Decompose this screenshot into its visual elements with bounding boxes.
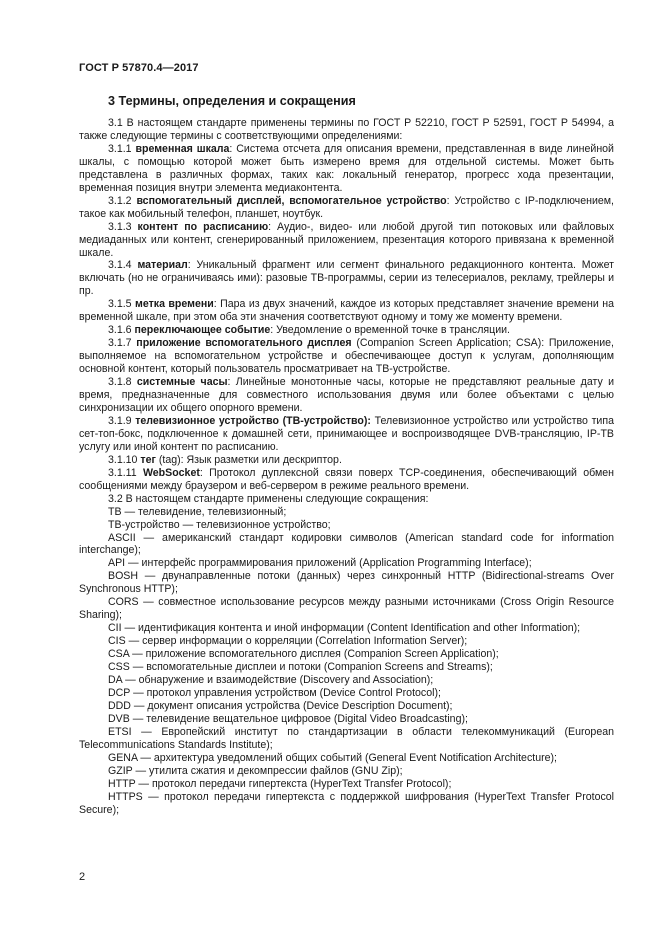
paragraph-text: 3.2 В настоящем стандарте применены следующие сокращения: — [108, 492, 429, 505]
paragraph — [79, 454, 614, 467]
paragraph — [79, 765, 614, 778]
paragraph-text: HTTPS — протокол передачи гипертекста с поддержкой шифрования (HyperText Transfer Protocol Secure); — [79, 790, 614, 816]
term: контент по расписанию — [137, 220, 269, 233]
clause-number: 3.1.7 — [108, 337, 137, 350]
paragraph-text: HTTP — протокол передачи гипертекста (HyperText Transfer Protocol); — [108, 777, 452, 790]
paragraph — [79, 700, 614, 713]
paragraph-text: : Пара из двух значений, каждое из которых представляет значение времени на временной шкале, при этом оба эти значения соответствуют одному и тому же моменту времени. — [79, 298, 614, 324]
paragraph — [79, 791, 614, 817]
paragraph — [79, 324, 614, 337]
paragraph — [79, 506, 614, 519]
paragraph-text: CSA — приложение вспомогательного дисплея (Companion Screen Application); — [108, 648, 499, 661]
clause-number: 3.1.1 — [108, 142, 136, 155]
clause-number: 3.1.4 — [108, 259, 138, 272]
paragraph — [79, 674, 614, 687]
term: временная шкала — [135, 142, 230, 155]
paragraph — [79, 415, 614, 454]
paragraph — [79, 259, 614, 298]
paragraph-text: : Аудио-, видео- или любой другой тип потоковых или файловых медиаданных или контент, сгенерированный приложением, презентация которого привязана к временной шкале. — [79, 220, 614, 259]
paragraph — [79, 195, 614, 221]
clause-number: 3.1.5 — [108, 298, 135, 311]
paragraph-text: DA — обнаружение и взаимодействие (Discovery and Association); — [108, 673, 434, 686]
paragraph-text: : Уведомление о временной точке в трансляции. — [270, 324, 510, 337]
paragraph-text: : Устройство с IP-подключением, такое как мобильный телефон, планшет, ноутбук. — [79, 194, 614, 220]
term: тег — [140, 453, 156, 466]
clause-number: 3.1.11 — [108, 466, 143, 479]
paragraph-text: : Линейные монотонные часы, которые не представляют реальные дату и время, предназначенные для совместного использования двумя или более объектами с целью синхронизации их общего опорного времени. — [79, 376, 614, 414]
paragraph-text: ТВ — телевидение, телевизионный; — [108, 505, 287, 518]
term: переключающее событие — [134, 324, 271, 337]
paragraph — [79, 376, 614, 415]
paragraph — [79, 648, 614, 661]
paragraph-text: GZIP — утилита сжатия и декомпрессии файлов (GNU Zip); — [108, 764, 403, 777]
clause-number: 3.1.9 — [108, 414, 136, 427]
document-body — [79, 117, 614, 816]
paragraph — [79, 778, 614, 791]
paragraph-text: ТВ-устройство — телевизионное устройство; — [108, 518, 331, 531]
term: телевизионное устройство (ТВ-устройство): — [135, 414, 371, 427]
term: приложение вспомогательного дисплея — [136, 337, 352, 350]
section-title: 3 Термины, определения и сокращения — [108, 94, 356, 108]
paragraph-text: GENA — архитектура уведомлений общих событий (General Event Notification Architecture); — [108, 751, 557, 764]
paragraph — [79, 661, 614, 674]
paragraph — [79, 117, 614, 143]
paragraph — [79, 635, 614, 648]
paragraph-text: : Уникальный фрагмент или сегмент финального редакционного контента. Может включать (но не ограничиваясь ими): разовые ТВ-программы, серии из телесериалов, рекламу, трейлеры и пр. — [79, 259, 614, 298]
page-number: 2 — [79, 871, 86, 883]
clause-number: 3.1.6 — [108, 324, 135, 337]
paragraph — [79, 519, 614, 532]
paragraph — [79, 493, 614, 506]
paragraph — [79, 532, 614, 558]
paragraph — [79, 557, 614, 570]
paragraph-text: CORS — совместное использование ресурсов между разными источниками (Cross Origin Resource Sharing); — [79, 596, 614, 622]
paragraph-text: ETSI — Европейский институт по стандартизации в области телекоммуникаций (European Telecommunications Standards Institute); — [79, 725, 614, 751]
paragraph — [79, 298, 614, 324]
document-header: ГОСТ Р 57870.4—2017 — [79, 62, 199, 74]
paragraph — [79, 713, 614, 726]
clause-number: 3.1.3 — [108, 220, 138, 233]
term: вспомогательный дисплей, вспомогательное устройство — [136, 194, 447, 207]
paragraph — [79, 687, 614, 700]
paragraph-text: 3.1 В настоящем стандарте применены термины по ГОСТ Р 52210, ГОСТ Р 52591, ГОСТ Р 54994, а также следующие термины с соответствующими определениями: — [79, 117, 614, 142]
term: WebSocket — [142, 466, 200, 479]
paragraph-text: CIS — сервер информации о корреляции (Correlation Information Server); — [108, 635, 468, 648]
paragraph-text: (Companion Screen Application; CSA): Приложение, выполняемое на вспомогательном устройстве и обеспечивающее доступ к услугам, дополняющим основной контент, который пользователь просматривает на ТВ-устройстве. — [79, 337, 614, 376]
paragraph — [79, 221, 614, 260]
paragraph-text: Телевизионное устройство или устройство типа сет-топ-бокс, подключенное к домашней сети, принимающее и воспроизводящее DVB-трансляцию, IP-ТВ услугу или иной контент по расписанию. — [79, 414, 614, 453]
term: системные часы — [136, 376, 228, 389]
paragraph — [79, 143, 614, 195]
paragraph — [79, 596, 614, 622]
paragraph-text: DDD — документ описания устройства (Device Description Document); — [108, 699, 453, 712]
paragraph-text: : Протокол дуплексной связи поверх TCP-соединения, обеспечивающий обмен сообщениями между браузером и веб-сервером в режиме реального времени. — [79, 466, 614, 492]
paragraph-text: DCP — протокол управления устройством (Device Control Protocol); — [108, 686, 441, 699]
paragraph-text: API — интерфейс программирования приложений (Application Programming Interface); — [108, 557, 532, 570]
paragraph-text: (tag): Язык разметки или дескриптор. — [155, 453, 342, 466]
paragraph — [79, 726, 614, 752]
clause-number: 3.1.8 — [108, 376, 137, 389]
paragraph-text: : Система отсчета для описания времени, представленная в виде линейной шкалы, с помощью которой может быть измерено время для отдельной системы. Может быть представлена в различных формах, таких как: локальный генератор, прогресс хода презентации, временная позиция внутри элемента медиаконтента. — [79, 142, 614, 194]
clause-number: 3.1.2 — [108, 194, 137, 207]
paragraph — [79, 467, 614, 493]
term: материал — [137, 259, 188, 272]
paragraph-text: DVB — телевидение вещательное цифровое (Digital Video Broadcasting); — [108, 712, 468, 725]
paragraph-text: ASCII — американский стандарт кодировки символов (American standard code for information interchange); — [79, 531, 614, 557]
paragraph — [79, 337, 614, 376]
term: метка времени — [134, 298, 214, 311]
paragraph-text: CSS — вспомогательные дисплеи и потоки (Companion Screens and Streams); — [108, 661, 493, 674]
clause-number: 3.1.10 — [108, 453, 141, 466]
paragraph — [79, 752, 614, 765]
paragraph — [79, 570, 614, 596]
paragraph-text: CII — идентификация контента и иной информации (Content Identification and other Information); — [108, 622, 581, 635]
paragraph-text: BOSH — двунаправленные потоки (данных) через синхронный HTTP (Bidirectional-streams Over Synchronous HTTP); — [79, 570, 614, 596]
paragraph — [79, 622, 614, 635]
